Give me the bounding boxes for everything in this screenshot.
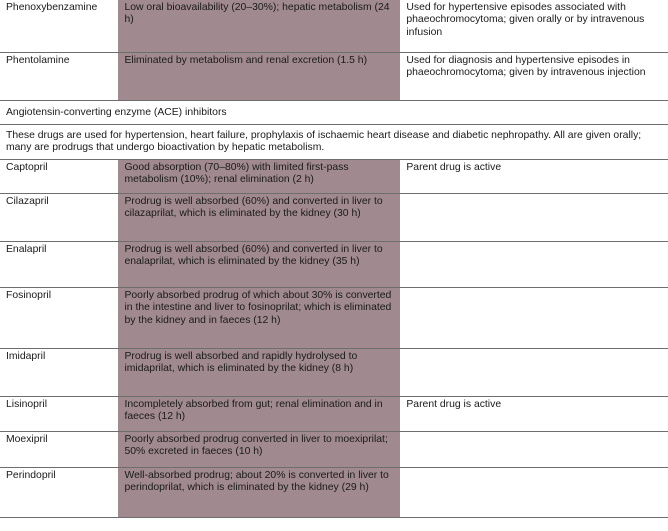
table-row (0, 52, 668, 100)
pharmacokinetics-cell: Good absorption (70–80%) with limited first-pass metabolism (10%); renal elimination (2 h) (118, 159, 400, 193)
pharmacokinetics-cell: Prodrug is well absorbed (60%) and converted in liver to enalaprilat, which is eliminated by the kidney (35 h) (118, 241, 400, 287)
notes-cell (400, 241, 668, 287)
notes-cell (400, 431, 668, 467)
notes-cell: Parent drug is active (400, 159, 668, 193)
pharmacokinetics-cell: Poorly absorbed prodrug converted in liver to moexiprilat; 50% excreted in faeces (10 h) (118, 431, 400, 467)
section-note-row (0, 124, 668, 159)
section-heading-row (0, 100, 668, 124)
drug-name: Phentolamine (0, 52, 118, 100)
table-row (0, 287, 668, 348)
notes-cell (400, 287, 668, 348)
pharmacokinetics-cell: Low oral bioavailability (20–30%); hepatic metabolism (24 h) (118, 0, 400, 52)
drug-name: Phenoxybenzamine (0, 0, 118, 52)
pharmacokinetics-cell: Prodrug is well absorbed and rapidly hydrolysed to imidaprilat, which is eliminated by the kidney (8 h) (118, 348, 400, 396)
pharmacokinetics-cell: Prodrug is well absorbed (60%) and converted in liver to cilazaprilat, which is eliminated by the kidney (30 h) (118, 193, 400, 241)
notes-cell: Parent drug is active (400, 396, 668, 431)
table-row (0, 431, 668, 467)
notes-cell (400, 193, 668, 241)
notes-cell: Used for hypertensive episodes associated with phaeochromocytoma; given orally or by intravenous infusion (400, 0, 668, 52)
pharmacokinetics-cell: Well-absorbed prodrug; about 20% is converted in liver to perindoprilat, which is eliminated by the kidney (29 h) (118, 467, 400, 517)
table-row (0, 241, 668, 287)
table-row (0, 193, 668, 241)
drug-name: Captopril (0, 159, 118, 193)
pharmacokinetics-cell: Poorly absorbed prodrug of which about 30% is converted in the intestine and liver to fosinoprilat; which is eliminated by the kidney and in faeces (12 h) (118, 287, 400, 348)
drug-name: Imidapril (0, 348, 118, 396)
table-row (0, 348, 668, 396)
table-row (0, 396, 668, 431)
notes-cell: Used for diagnosis and hypertensive episodes in phaeochromocytoma; given by intravenous injection (400, 52, 668, 100)
pharmacokinetics-cell: Incompletely absorbed from gut; renal elimination and in faeces (12 h) (118, 396, 400, 431)
section-title: Angiotensin-converting enzyme (ACE) inhibitors (0, 100, 668, 124)
table-row (0, 467, 668, 517)
drug-name: Moexipril (0, 431, 118, 467)
drug-name: Perindopril (0, 467, 118, 517)
drug-name: Cilazapril (0, 193, 118, 241)
notes-cell (400, 348, 668, 396)
section-note: These drugs are used for hypertension, heart failure, prophylaxis of ischaemic heart disease and diabetic nephropathy. All are given orally; many are prodrugs that undergo bioactivation by hepatic metabolism. (0, 124, 668, 159)
pharmacokinetics-cell: Eliminated by metabolism and renal excretion (1.5 h) (118, 52, 400, 100)
drug-name: Lisinopril (0, 396, 118, 431)
notes-cell (400, 467, 668, 517)
drug-name: Fosinopril (0, 287, 118, 348)
table-row (0, 0, 668, 52)
table-row (0, 159, 668, 193)
drug-name: Enalapril (0, 241, 118, 287)
